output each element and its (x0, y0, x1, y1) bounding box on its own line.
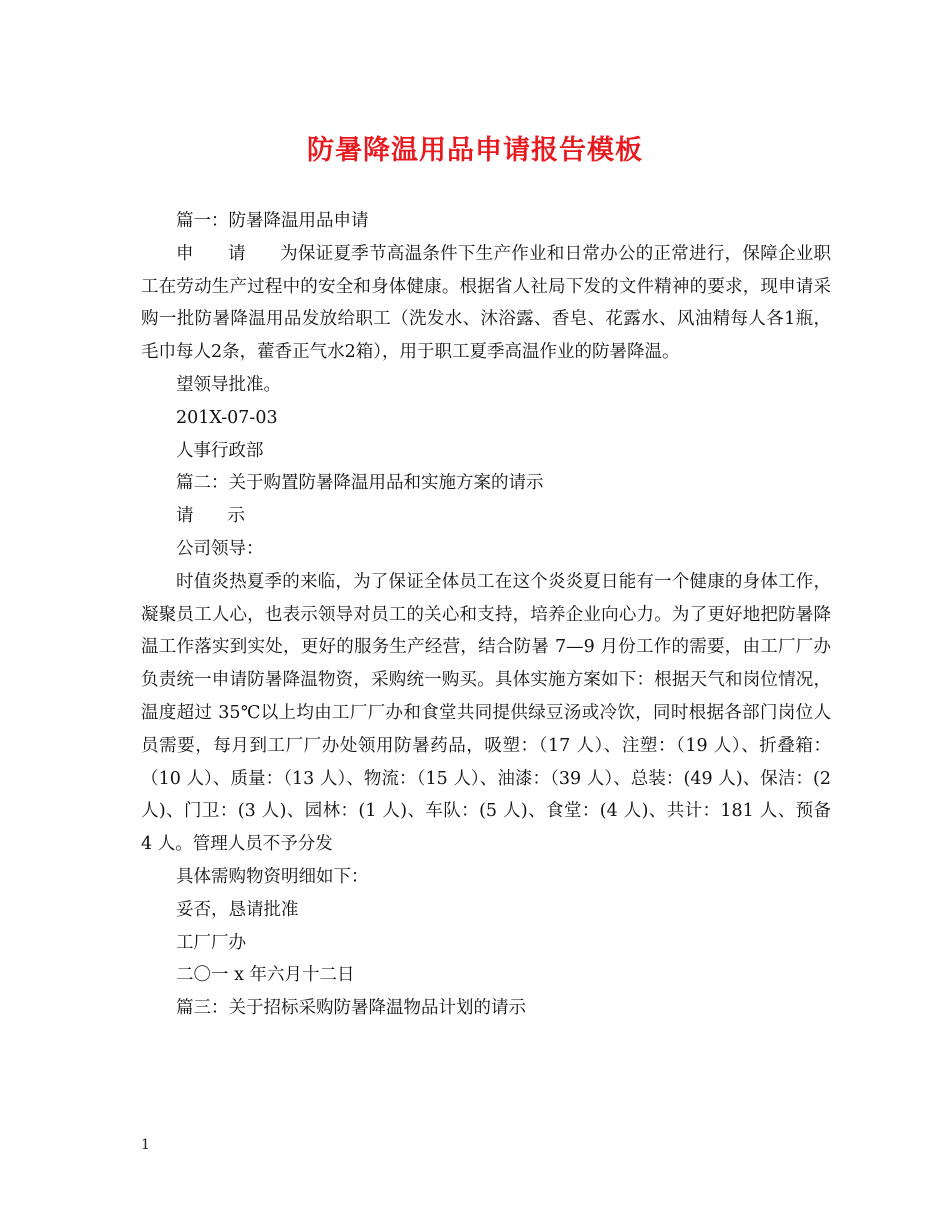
issuer: 工厂厂办 (176, 932, 246, 953)
approval-line: 妥否，恳请批准 (176, 899, 299, 920)
application-body: 为保证夏季节高温条件下生产作业和日常办公的正常进行，保障企业职工在劳动生产过程中的安全和身体健康。根据省人社局下发的文件精神的要求，现申请采购一批防暑降温用品发放给职工（洗发水、沐浴露、香皂、花露水、风油精每人各1瓶，毛巾每人2条，藿香正气水2箱），用于职工夏季高温作业的防暑降温。 (141, 243, 832, 363)
issue-date: 二〇一 x 年六月十二日 (176, 965, 355, 986)
application-paragraph (141, 238, 831, 369)
document-body (141, 205, 831, 1025)
request-heading-char-2: 示 (227, 506, 245, 527)
application-heading-char-1: 申 (176, 243, 194, 264)
application-department: 人事行政部 (176, 440, 264, 461)
section-heading-2: 篇二：关于购置防暑降温用品和实施方案的请示 (176, 473, 544, 494)
section-heading-1: 篇一：防暑降温用品申请 (176, 211, 369, 231)
application-date: 201X-07-03 (176, 407, 278, 428)
request-heading-char-1: 请 (176, 506, 194, 527)
application-heading-char-2: 请 (227, 243, 246, 264)
approval-request: 望领导批准。 (176, 374, 281, 395)
section-heading-3: 篇三：关于招标采购防暑降温物品计划的请示 (176, 998, 526, 1019)
plan-paragraph: 时值炎热夏季的来临，为了保证全体员工在这个炎炎夏日能有一个健康的身体工作，凝聚员工人心，也表示领导对员工的关心和支持，培养企业向心力。为了更好地把防暑降温工作落实到实处，更好的服务生产经营，结合防暑 7—9 月份工作的需要，由工厂厂办负责统一申请防暑降温物资，采购统一购买。具体实施方案如下：根据天气和岗位情况，温度超过 35℃以上均由工厂厂办和食堂共同提供绿豆汤或冷饮，同时根据各部门岗位人员需要，每月到工厂厂办处领用防暑药品，吸塑：（17 人）、注塑：（19 人）、折叠箱：（10 人）、质量：（13 人）、物流：（15 人）、油漆：（39 人）、总装：(49 人)、保洁：(2 人)、门卫：(3 人)、园林：(1 人)、车队：(5 人)、食堂：(4 人)、共计：181 人、预备 4 人。管理人员不予分发 (141, 571, 831, 855)
salutation: 公司领导： (176, 538, 264, 559)
document-title: 防暑降温用品申请报告模板 (307, 135, 643, 166)
page-number: 1 (141, 1137, 150, 1153)
materials-intro: 具体需购物资明细如下： (176, 866, 369, 887)
request-heading (141, 500, 831, 533)
